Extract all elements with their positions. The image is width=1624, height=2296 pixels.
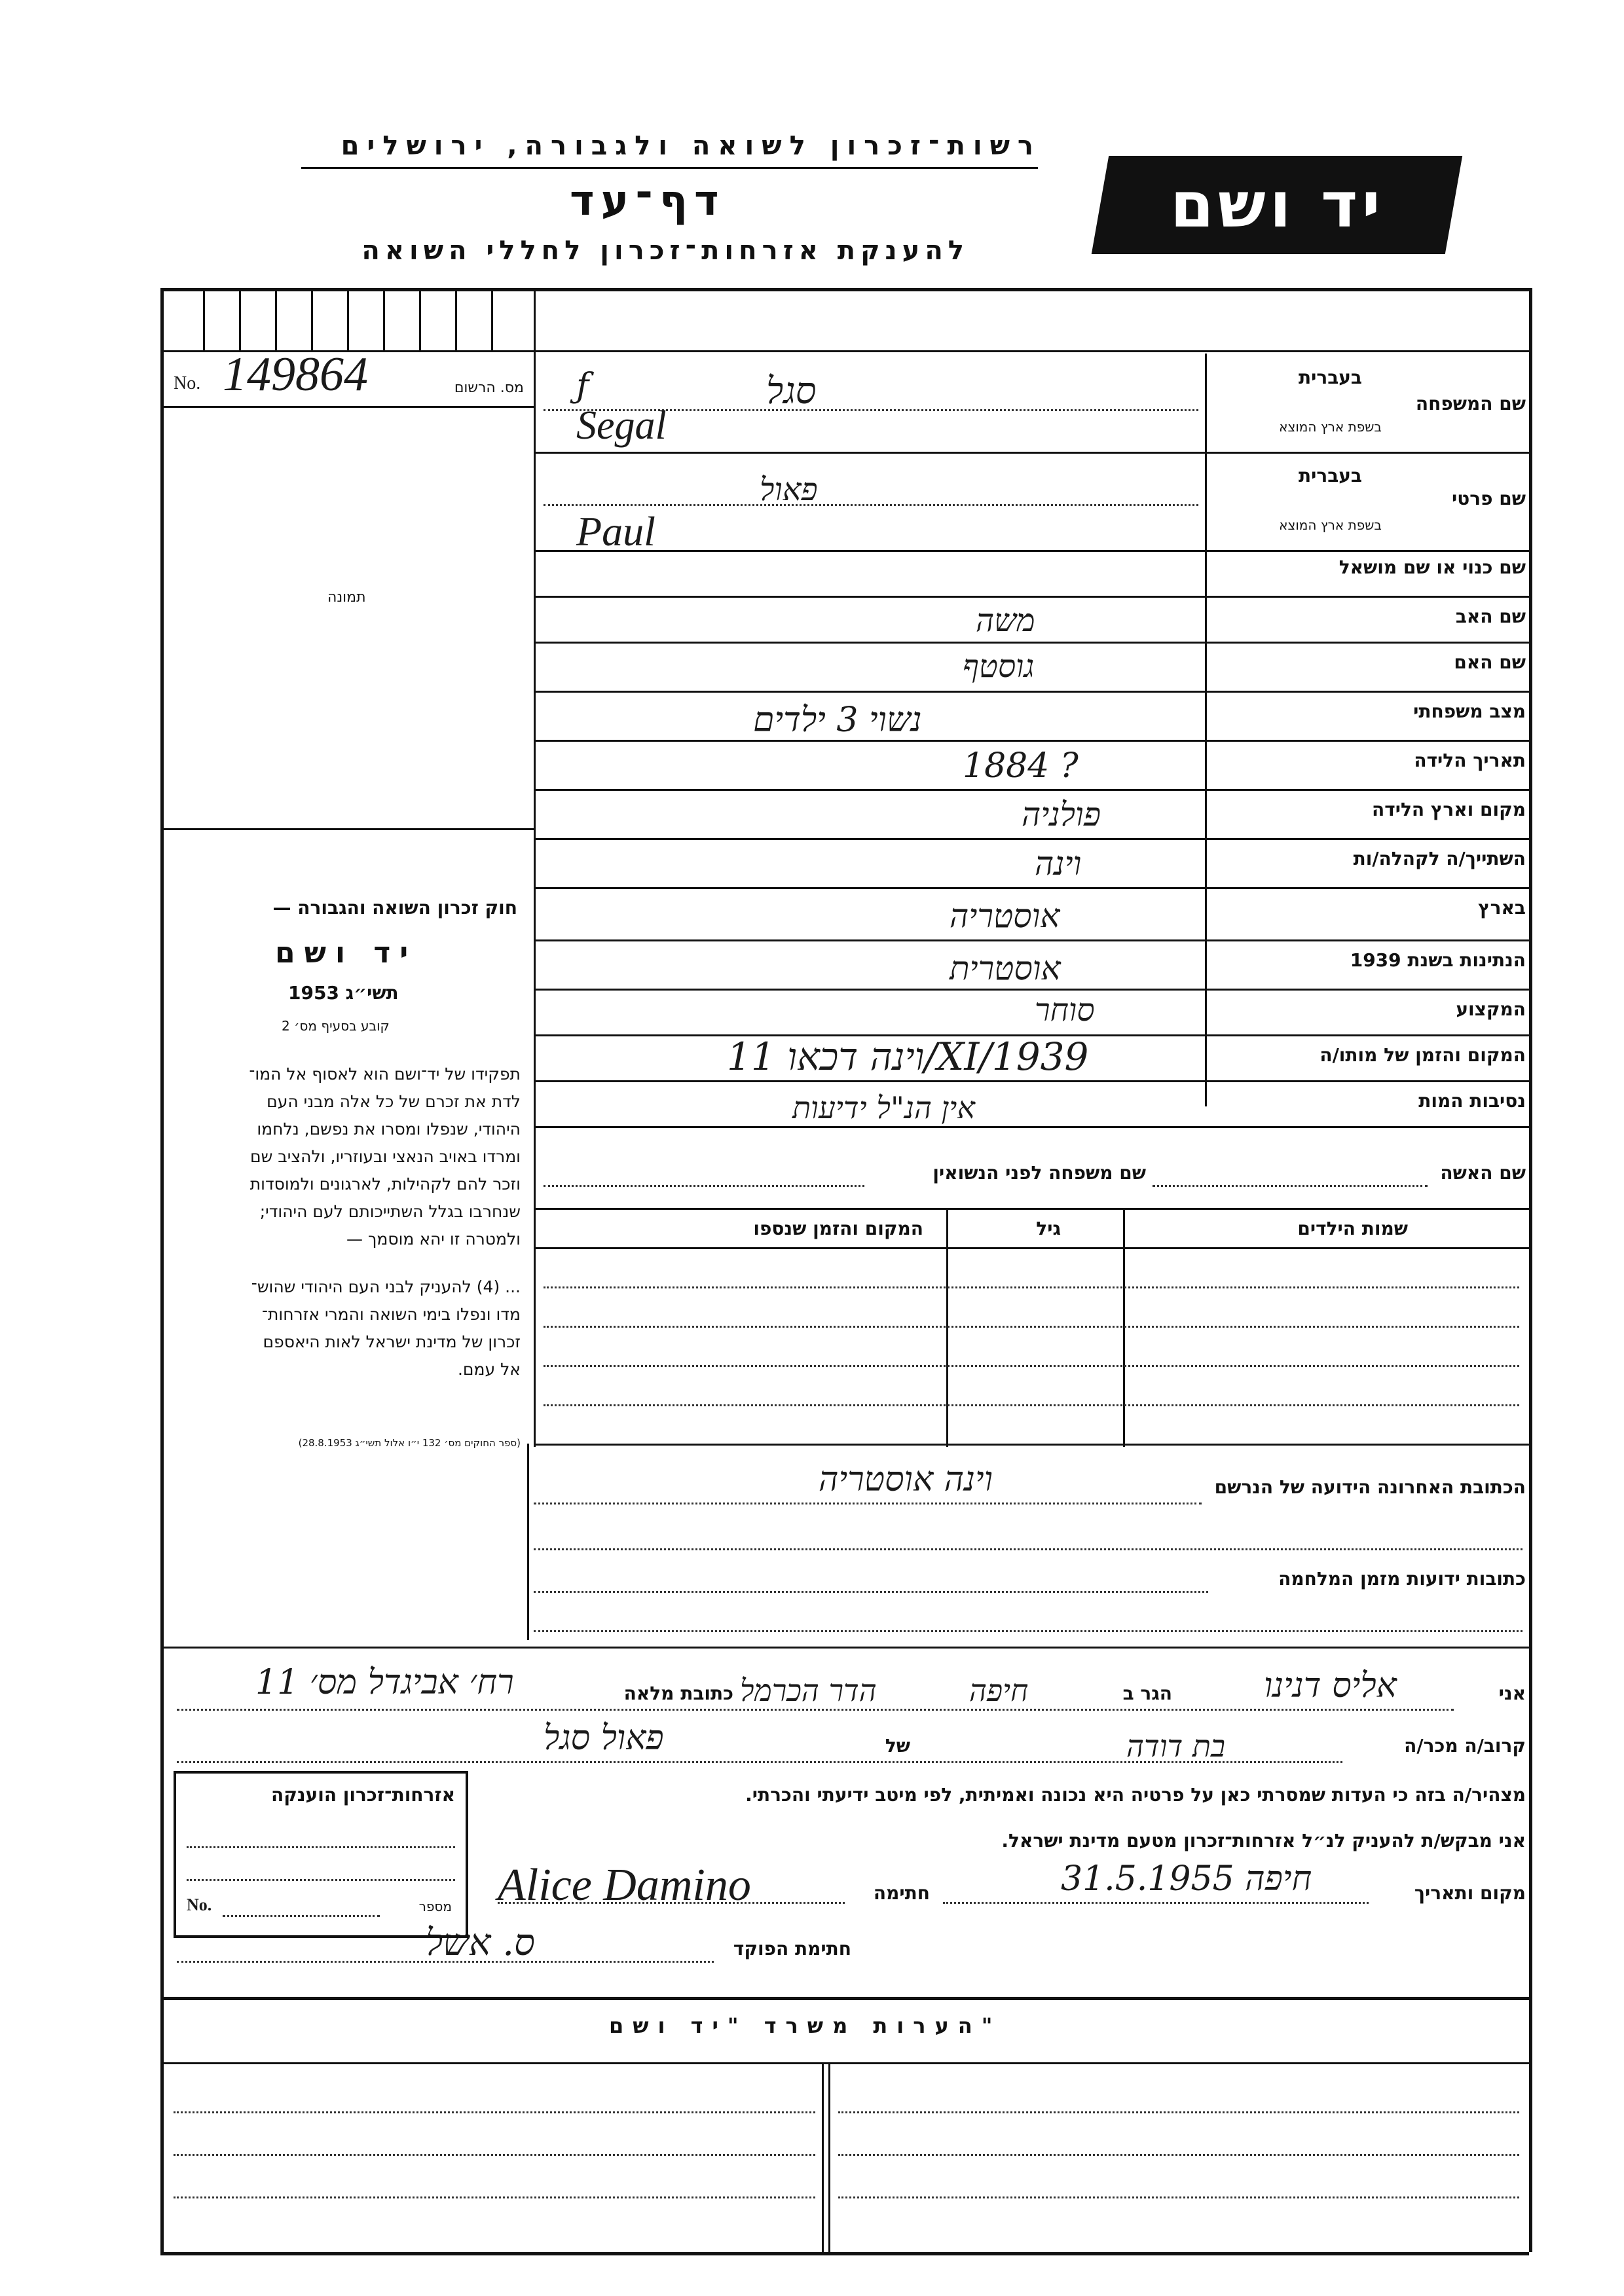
- reg-label: מס. הרשום: [454, 380, 524, 396]
- row-line: [534, 1208, 1529, 1210]
- place-date-value: חיפה 31.5.1955: [1061, 1859, 1312, 1899]
- dots: [838, 2196, 1519, 2198]
- dots: [177, 1709, 1454, 1711]
- para-line: ... (4) להעניק לבני העם היהודי שהוש־: [251, 1277, 521, 1296]
- mother-label: שם האם: [1454, 651, 1526, 673]
- table-row-dots: [544, 1286, 1519, 1288]
- wife-label: שם האשה: [1440, 1162, 1526, 1184]
- community-value: וינה: [1035, 845, 1082, 883]
- notes-divider: [828, 2062, 830, 2252]
- row-line: [534, 1126, 1529, 1128]
- death-place-label: המקום והזמן של מותו/ה: [1320, 1044, 1526, 1066]
- sidebar-source: (ספר החוקים מס׳ 132 י״ו אלול תשי״ג 28.8.1953): [298, 1437, 521, 1449]
- dots: [838, 2111, 1519, 2113]
- dots: [187, 1879, 455, 1881]
- notes-header-line: [160, 2062, 1529, 2064]
- strip-box: [347, 288, 349, 350]
- family-name-label: שם המשפחה: [1415, 393, 1526, 414]
- hebrew-label: בעברית: [1298, 367, 1362, 388]
- row-line: [534, 550, 1529, 552]
- para-line: ולמטרה זו יהא מוסמך —: [346, 1230, 521, 1248]
- request-text: אני מבקש/ת להעניק לנ״ל אזרחות־זכרון מטעם מדינת ישראל.: [1001, 1830, 1526, 1851]
- photo-label: תמונה: [327, 589, 366, 606]
- children-col-names: שמות הילדים: [1297, 1218, 1408, 1239]
- reg-number: 149864: [223, 348, 368, 401]
- notes-divider: [822, 2062, 824, 2252]
- children-col-age: גיל: [1036, 1218, 1061, 1239]
- sidebar-para-1: [174, 1061, 521, 1253]
- label-column-divider: [1205, 354, 1207, 1106]
- of-label: של: [885, 1735, 910, 1757]
- logo-text: יד ושם: [1170, 168, 1384, 242]
- last-address-label: הכתובת האחרונה הידועה של הנרשם: [1214, 1476, 1526, 1498]
- death-place-value: וינה דכאו 11/XI/1939: [727, 1034, 1089, 1079]
- dots: [534, 1591, 1208, 1593]
- dots: [223, 1915, 380, 1917]
- sidebar-clause: קובע בסעיף מס׳ 2: [282, 1018, 390, 1034]
- father-value: משה: [976, 602, 1035, 639]
- street-value: הדר הכרמל: [740, 1673, 877, 1708]
- mother-value: גוסטף: [963, 648, 1035, 685]
- address-value: רח׳ אביגדל מס׳ 11: [255, 1663, 514, 1702]
- dots: [174, 2154, 815, 2156]
- of-value: פאול סגל: [544, 1719, 664, 1758]
- table-bottom: [534, 1444, 1529, 1446]
- community-label: השתייך/ה לקהלה/ות: [1353, 848, 1526, 869]
- dots: [943, 1902, 1369, 1904]
- place-date-label: מקום ותאריך: [1414, 1882, 1526, 1904]
- left-column-divider: [534, 288, 536, 1447]
- reg-line: [160, 406, 534, 408]
- first-name-label: שם פרטי: [1451, 488, 1526, 509]
- sidebar-para-2: [174, 1273, 521, 1383]
- row-line: [534, 691, 1529, 693]
- strip-box: [491, 288, 493, 350]
- strip-box: [383, 288, 385, 350]
- family-name-mark: ƒ: [576, 367, 589, 406]
- law-title: חוק זכרון השואה והגבורה —: [272, 897, 517, 919]
- father-label: שם האב: [1455, 606, 1526, 627]
- row-line: [534, 596, 1529, 598]
- strip-box: [239, 288, 241, 350]
- para-line: היהודי, שנפלו ומסרו את נפשם, נלחמו: [257, 1120, 521, 1139]
- profession-value: סוחר: [1035, 992, 1095, 1029]
- dots: [498, 1902, 845, 1904]
- declare-text: מצהיר/ה בזה כי העדות שמסרתי כאן על פרטיה היא נכונה ואמיתית, לפי מיטב ידיעתי והכרתי.: [745, 1784, 1526, 1806]
- row-line: [534, 642, 1529, 644]
- marital-value: נשוי 3 ילדים: [753, 701, 922, 740]
- first-name-latin: Paul: [576, 508, 655, 555]
- row-line: [534, 740, 1529, 742]
- resides-label: הגר ב: [1122, 1683, 1172, 1704]
- dots: [174, 2196, 815, 2198]
- row-line: [534, 452, 1529, 454]
- table-row-dots: [544, 1404, 1519, 1406]
- dots: [534, 1503, 1202, 1504]
- signature-value: Alice Damino: [498, 1860, 751, 1910]
- notes-top-line: [160, 1997, 1529, 2000]
- strip-box: [455, 288, 457, 350]
- row-line: [534, 989, 1529, 991]
- frame-right: [1529, 288, 1532, 2252]
- declarant-i-label: אני: [1498, 1683, 1526, 1704]
- form-title: דף־עד: [570, 177, 726, 225]
- country-label: בארץ: [1478, 897, 1526, 919]
- declarant-name-value: אליס דנינו: [1264, 1666, 1397, 1705]
- birth-place-label: מקום וארץ הלידה: [1372, 799, 1526, 820]
- row-line: [534, 939, 1529, 941]
- row-line: [534, 887, 1529, 889]
- birth-date-label: תאריך הלידה: [1414, 750, 1526, 771]
- authority-underline: [301, 167, 1038, 169]
- sidebar-year: תשי״ג 1953: [288, 982, 399, 1004]
- family-name-hebrew: סגל: [766, 370, 817, 412]
- frame-left: [160, 288, 164, 2252]
- first-name-hebrew: פאול: [760, 471, 818, 508]
- address-left-divider: [527, 1444, 529, 1640]
- para-line: ומרדו באויב הנאצי ובעוזריו, ולהציב שם: [250, 1147, 521, 1166]
- reg-no-label: No.: [174, 373, 201, 393]
- row-line: [534, 789, 1529, 791]
- row-line: [534, 838, 1529, 840]
- office-notes-title: הערות משרד "יד ושם": [609, 2013, 1002, 2038]
- dots: [187, 1846, 455, 1848]
- death-cause-value: אין הנ"ל ידיעות: [792, 1090, 975, 1125]
- para-line: מדו ונפלו בימי השואה והמרי אזרחות־: [261, 1305, 521, 1324]
- dots: [174, 2111, 815, 2113]
- signature-label: חתימה: [873, 1882, 930, 1904]
- full-address-label: כתובת מלאה: [623, 1683, 733, 1704]
- dots: [534, 1630, 1522, 1632]
- form-subtitle: להענקת אזרחות־זכרון לחללי השואה: [361, 236, 969, 266]
- birth-place-value: פולניה: [1022, 795, 1101, 833]
- para-line: אל עמם.: [457, 1360, 521, 1379]
- dots: [544, 1185, 864, 1187]
- hebrew-label: בעברית: [1298, 465, 1362, 486]
- death-cause-label: נסיבות המות: [1418, 1090, 1526, 1112]
- row-line: [534, 1080, 1529, 1082]
- dots: [1153, 1185, 1428, 1187]
- dots: [177, 1961, 714, 1963]
- citizenship-value: אוסטרית: [950, 949, 1061, 987]
- para-line: לדת את זכרם של כל אלה מבני העם: [267, 1092, 521, 1111]
- citizenship-box-number-label: מספר: [418, 1899, 452, 1914]
- wartime-address-label: כתובות ידועות מזמן המלחמה: [1278, 1568, 1526, 1590]
- para-line: שנחרבו בגלל השתייכותם לעם היהודי;: [259, 1202, 521, 1221]
- last-address-value: וינה אוסטריה: [819, 1460, 993, 1499]
- nickname-label: שם כנוי או שם מושאל: [1338, 556, 1526, 578]
- citizenship-box-no: No.: [187, 1895, 212, 1914]
- birth-date-value: 1884 ?: [963, 746, 1079, 786]
- wife-maiden-label: שם משפחה לפני הנשואין: [932, 1162, 1146, 1184]
- citizenship-label: הנתינות בשנת 1939: [1350, 949, 1526, 971]
- frame-bottom: [160, 2252, 1529, 2255]
- dots: [177, 1761, 1342, 1763]
- dots: [534, 1548, 1522, 1550]
- strip-box: [203, 288, 205, 350]
- dots: [838, 2154, 1519, 2156]
- relation-value: בת דודה: [1126, 1728, 1226, 1764]
- photo-bottom: [160, 828, 534, 830]
- children-col-place: המקום והזמן שנספו: [753, 1218, 923, 1239]
- frame-top: [160, 288, 1529, 291]
- origin-lang-label: בשפת ארץ המוצא: [1279, 419, 1382, 435]
- authority-line: רשות־זכרון לשואה ולגבורה, ירושלים: [341, 131, 1041, 161]
- table-header-line: [534, 1247, 1529, 1249]
- profession-label: המקצוע: [1456, 998, 1526, 1020]
- para-line: תפקידו של יד־ושם הוא לאסוף אל המו־: [249, 1065, 521, 1084]
- dots: [544, 504, 1198, 506]
- city-value: חיפה: [969, 1673, 1029, 1708]
- citizenship-box-title: אזרחות־זכרון הוענקה: [271, 1784, 455, 1806]
- origin-lang-label: בשפת ארץ המוצא: [1279, 517, 1382, 533]
- yad-vashem-logo: [1092, 156, 1462, 254]
- para-line: זכרון של מדינת ישראל לאות היאספם: [263, 1332, 521, 1351]
- strip-box: [275, 288, 277, 350]
- strip-box: [419, 288, 421, 350]
- para-line: וזכר להם לקהילות, לארגונים ולמוסדות: [249, 1175, 521, 1194]
- table-row-dots: [544, 1326, 1519, 1328]
- country-value: אוסטריה: [950, 897, 1060, 935]
- family-name-latin: Segal: [576, 403, 667, 448]
- clerk-value: ס. אשל: [426, 1922, 535, 1964]
- relative-label: קרוב/ה מכר/ה: [1404, 1735, 1526, 1757]
- section-line: [160, 1647, 1529, 1649]
- marital-label: מצב משפחתי: [1413, 701, 1526, 722]
- table-row-dots: [544, 1365, 1519, 1367]
- clerk-label: חתימת הפוקד: [733, 1938, 851, 1959]
- sidebar-yad-vashem: יד ושם: [275, 936, 418, 970]
- strip-box: [311, 288, 313, 350]
